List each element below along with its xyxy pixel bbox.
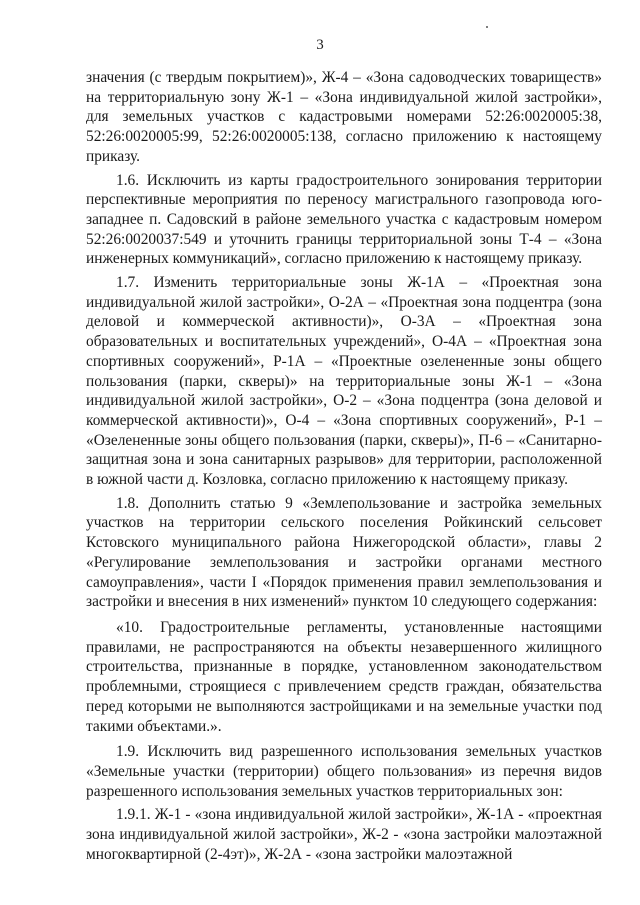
- page-number: 3: [316, 37, 324, 53]
- paragraph-item-1-8-quote: «10. Градостроительные регламенты, установленные настоящими правилами, не распространяются на объекты незавершенного жилищного строительства, признанные в порядке, установленном законодательством проблемными, строящиеся с привлечением средств граждан, обязательства перед которыми не выполняются застройщиками и на земельные участки под такими объектами.».: [86, 618, 602, 735]
- paragraph-item-1-9: 1.9. Исключить вид разрешенного использования земельных участков «Земельные участки (территории) общего пользования» из перечня видов разрешенного использования земельных участков территориальных зон:: [86, 743, 602, 800]
- scan-speck: [486, 26, 488, 28]
- paragraph-item-1-8: 1.8. Дополнить статью 9 «Землепользование и застройка земельных участков на территории сельского поселения Ройкинский сельсовет Кстовского муниципального района Нижегородской области», главы 2 «Регулирование землепользования и застройки органами местного самоуправления», части I «Порядок применения правил землепользования и застройки и внесения в них изменений» пунктом 10 следующего содержания:: [86, 494, 602, 611]
- paragraph-item-1-7: 1.7. Изменить территориальные зоны Ж-1А – «Проектная зона индивидуальной жилой застройки», О-2А – «Проектная зона подцентра (зона деловой и коммерческой активности)», О-3А – «Проектная зона образовательных и воспитательных учреждений», О-4А – «Проектная зона спортивных сооружений», Р-1А – «Проектные озелененные зоны общего пользования (парки, скверы)» на территориальные зоны Ж-1 – «Зона индивидуальной жилой застройки», О-2 – «Зона подцентра (зона деловой и коммерческой активности)», О-4 – «Зона спортивных сооружений», Р-1 – «Озелененные зоны общего пользования (парки, скверы)», П-6 – «Санитарно-защитная зона и зона санитарных разрывов» для территории, расположенной в южной части д. Козловка, согласно приложению к настоящему приказу.: [86, 274, 602, 489]
- document-body: [86, 68, 602, 864]
- paragraph-continuation: значения (с твердым покрытием)», Ж-4 – «Зона садоводческих товариществ» на территориальную зону Ж-1 – «Зона индивидуальной жилой застройки», для земельных участков с кадастровыми номерами 52:26:0020005:38, 52:26:0020005:99, 52:26:0020005:138, согласно приложению к настоящему приказу.: [86, 69, 602, 165]
- paragraph-item-1-9-1: 1.9.1. Ж-1 - «зона индивидуальной жилой застройки», Ж-1А - «проектная зона индивидуальной жилой застройки», Ж-2 - «зона застройки малоэтажной многоквартирной (2-4эт)», Ж-2А - «зона застройки малоэтажной: [86, 806, 602, 863]
- paragraph-item-1-6: 1.6. Исключить из карты градостроительного зонирования территории перспективные мероприятия по переносу магистрального газопровода юго-западнее п. Садовский в районе земельного участка с кадастровым номером 52:26:0020037:549 и уточнить границы территориальной зоны Т-4 – «Зона инженерных коммуникаций», согласно приложению к настоящему приказу.: [86, 171, 602, 268]
